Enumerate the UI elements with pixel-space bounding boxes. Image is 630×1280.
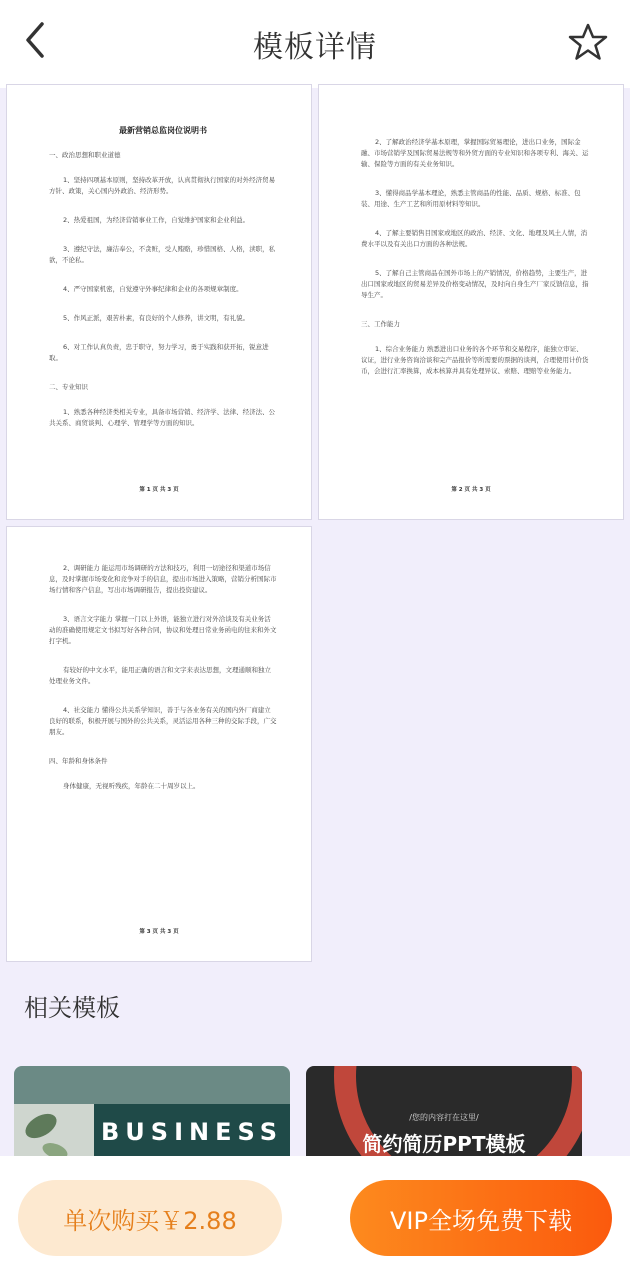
document-page-1[interactable] [6,84,312,520]
paragraph: 2、了解政治经济学基本原理，掌握国际贸易理论，进出口业务，国际金融、市场营销学及国际贸易法规等和外贸方面的专业知识和各项专利、海关、运输、保险等方面的有关业务知识。 [361,138,589,168]
star-outline-icon[interactable] [568,22,608,62]
page-footer: 第 1 页 共 3 页 [139,487,179,493]
paragraph: 2、热爱祖国，为经济营销事业工作，自觉维护国家和企业利益。 [63,216,250,224]
related-section-title: 相关模板 [24,994,120,1022]
section-heading: 一、政治思想和职业道德 [49,151,121,159]
paragraph: 4、了解主要销售目国家或地区的政治、经济、文化、地理及风土人情，消费水平以及有关出口方面的各种法规。 [361,229,588,248]
paragraph: 1、熟悉各种经济类相关专业，具备市场营销、经济学、法律、经济法、公共关系、商贸谈判、心理学、管理学等方面的知识。 [49,408,276,427]
card-title: BUSINESS [94,1104,290,1160]
paragraph: 3、遵纪守法，廉洁奉公，不贪赃，受人贿赂，珍惜国格、人格，渎职，私欲，不论私。 [49,245,276,264]
document-page-2[interactable] [318,84,624,520]
page-footer: 第 2 页 共 3 页 [451,487,491,493]
paragraph: 4、严守国家机密，自觉遵守外事纪律和企业的各项规章制度。 [63,285,243,293]
page-title: 模板详情 [253,30,377,65]
section-heading: 三、工作能力 [361,320,400,328]
vip-download-button[interactable]: VIP全场免费下载 [350,1180,612,1256]
document-title: 最新营销总监岗位说明书 [119,126,207,135]
paragraph: 3、懂得商品学基本理论，熟悉主管商品的性能、品质、规格、标准、包装、用途、生产工艺和所用原材料等知识。 [361,189,581,208]
single-purchase-button[interactable]: 单次购买￥2.88 [18,1180,282,1256]
bottom-action-bar [0,1156,630,1280]
paragraph: 6、对工作认真负责，忠于职守，努力学习，勇于实践和获开拓，锐意进取。 [49,343,269,362]
page-footer: 第 3 页 共 3 页 [139,929,179,935]
card-banner [14,1066,290,1104]
top-bar [0,0,630,88]
paragraph: 5、作风正派，艰苦朴素，有良好的个人修养，讲文明，有礼貌。 [63,314,250,322]
card-subtitle: /您的内容打在这里/ [409,1113,479,1122]
paragraph: 身体健康，无视听残疾，年龄在二十周岁以上。 [63,782,200,790]
paragraph: 1、坚持四项基本原则，坚持改革开放，认真贯彻执行国家的对外经济贸易方针、政策，关心国内外政治、经济形势。 [49,176,276,195]
document-page-3[interactable] [6,526,312,962]
card-title: 简约简历PPT模板 [362,1132,526,1156]
paragraph: 5、了解自己主管商品在国外市场上的产销情况，价格趋势，主要生产，进出口国家或地区的贸易差异及价格变动情况，及时向自身生产厂家反馈信息，指导生产。 [361,269,589,299]
section-heading: 二、专业知识 [49,383,88,391]
section-heading: 四、年龄和身体条件 [49,757,108,765]
paragraph: 2、调研能力 能运用市场调研的方法和技巧，利用一切途径和渠道市场信息，及时掌握市场变化和竞争对手的信息，提出市场进入策略，营销分析国际市场行情和客户信息，写出市场调研报告，提出投资建议。 [49,564,277,594]
paragraph: 4、社交能力 懂得公共关系学知识，善于与各业务有关的国内外厂商建立良好的联系，积极开展与国外的公共关系，灵活运用各种三种的交际手段，广交朋友。 [49,706,277,736]
paragraph: 1、综合业务能力 熟悉进出口业务的各个环节和交易程序，能独立审证、议证，进行业务咨询洽谈和完产品报价等所需要的票据的谈判，合理使用计价货币，会进行汇率换算，成本核算并具有处理异议、索赔、理赔等业务能力。 [361,345,589,375]
paragraph: 3、语言文字能力 掌握一门以上外语，能独立进行对外洽谈及有关业务活动的准确使用规定文书拟写好各种合同，协议和处理日常业务函电的往来和外文打字机。 [49,615,277,645]
paragraph: 有较好的中文水平，能用正确的语言和文字来表达思想，文理通顺和独立处理业务文件。 [49,666,271,685]
